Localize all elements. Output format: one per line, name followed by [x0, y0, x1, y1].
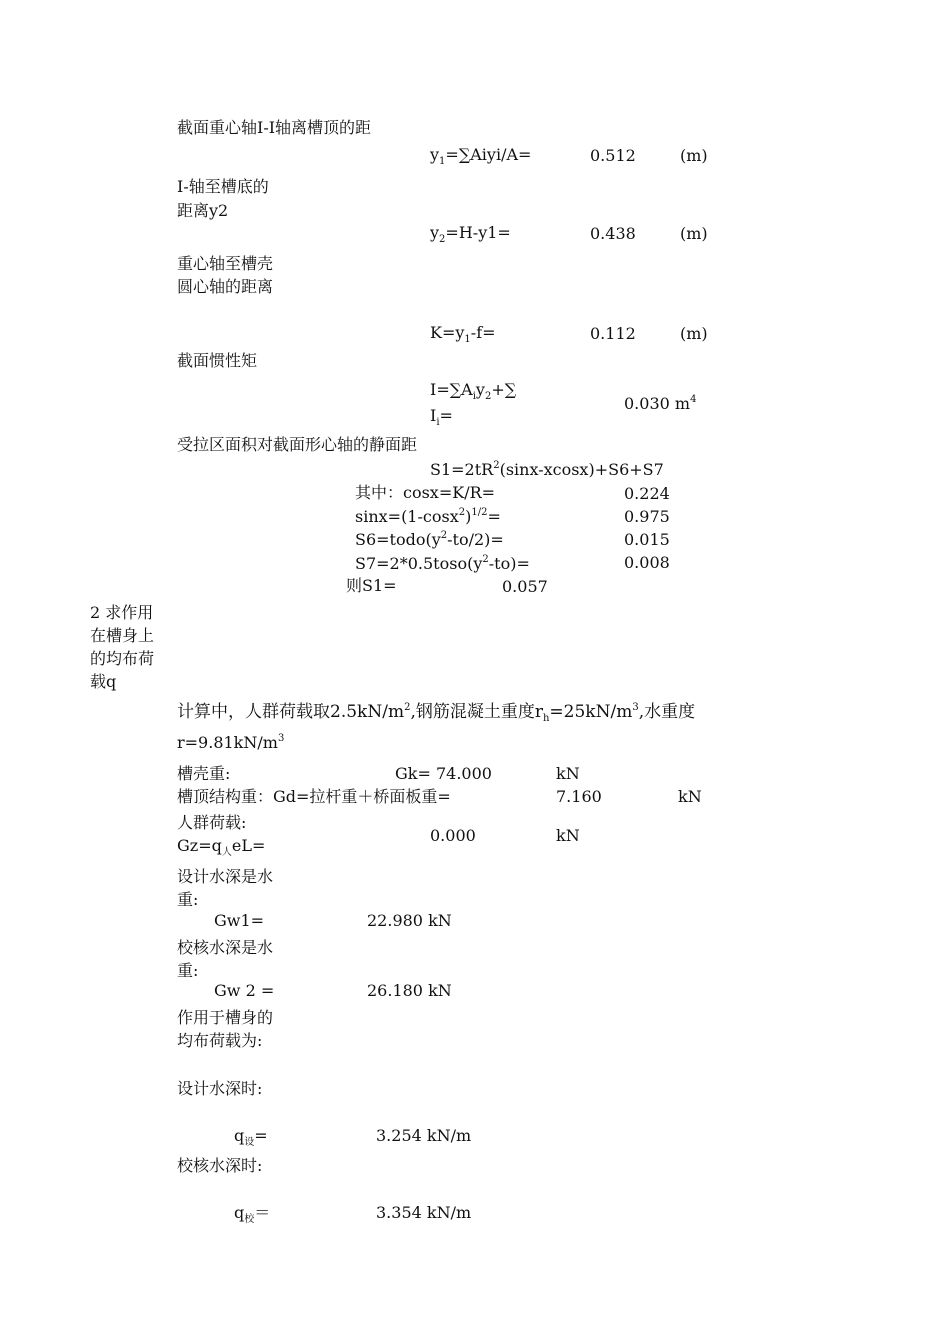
- q-check-unit: kN/m: [426, 1203, 472, 1222]
- s1-result-label: 则S1=: [346, 576, 397, 595]
- s7-formula: $S7=2*0.5toso(y^2-to)=$: [355, 554, 530, 573]
- gw1-value: 22.980 kN: [367, 911, 452, 930]
- k-formula: $K=y_1-f=$: [430, 323, 496, 345]
- q-design-value: 3.254 kN/m: [376, 1126, 472, 1145]
- gw1-label: Gw1=: [214, 911, 265, 930]
- static-moment-label: 受拉区面积对截面形心轴的静面距: [177, 435, 418, 454]
- gw2-unit: kN: [428, 981, 452, 1000]
- s6-value: 0.015: [624, 530, 670, 549]
- gk-label: 槽壳重:: [177, 764, 231, 783]
- gd-unit: kN: [678, 787, 702, 806]
- y2-label: I-轴至槽底的距离y2: [177, 177, 269, 220]
- gd-label: 槽顶结构重：Gd=拉杆重＋桥面板重=: [177, 787, 451, 806]
- load-intro-line2: $r=9.81kN/m^3$: [177, 733, 285, 752]
- inertia-unit: m: [674, 394, 691, 413]
- inertia-formula-line2: $I_i=$: [430, 406, 453, 428]
- k-unit: (m): [680, 324, 708, 343]
- k-value: 0.112: [590, 324, 636, 343]
- q-design-unit: kN/m: [426, 1126, 472, 1145]
- y2-unit: (m): [680, 224, 708, 243]
- gw1-section-label: 设计水深是水重:: [177, 867, 274, 909]
- load-intro-line1: 计算中，人群荷载取$2.5kN/m^2$,钢筋混凝土重度$r_h=25kN/m^3$,水重度: [177, 702, 696, 724]
- y2-formula: $y_2=H-y1=$: [430, 223, 511, 245]
- gw2-section-label: 校核水深是水重:: [177, 938, 274, 980]
- gz-formula: $Gz=q_人eL=$: [177, 836, 266, 858]
- load-section-heading: 2 求作用在槽身上的均布荷载q: [90, 603, 155, 691]
- gz-unit: kN: [556, 826, 580, 845]
- gw1-unit: kN: [428, 911, 452, 930]
- q-design-formula: $q_设=$: [234, 1126, 268, 1148]
- inertia-label: 截面惯性矩: [177, 351, 258, 370]
- cosx-value: 0.224: [624, 484, 670, 503]
- gz-label: 人群荷载:: [177, 813, 247, 832]
- cosx-formula: 其中：cosx=K/R=: [355, 483, 496, 502]
- s1-result-value: 0.057: [502, 577, 548, 596]
- sinx-formula: $\sin x=(1-\cos x^2)^{1/2}=$: [355, 507, 501, 526]
- q-design-label: 设计水深时:: [177, 1079, 263, 1098]
- y1-value: 0.512: [590, 146, 636, 165]
- inertia-formula-line1: $I=\sum A_iy_2+\sum$: [430, 380, 517, 402]
- q-check-value: 3.354 kN/m: [376, 1203, 472, 1222]
- gz-value: 0.000: [430, 826, 476, 845]
- k-label: 重心轴至槽壳圆心轴的距离: [177, 254, 274, 296]
- q-section-label: 作用于槽身的均布荷载为:: [177, 1008, 274, 1050]
- gw2-label: Gw 2 =: [214, 981, 275, 1000]
- sinx-value: 0.975: [624, 507, 670, 526]
- gk-formula: Gk= 74.000: [395, 764, 492, 783]
- q-check-formula: $q_校=$: [234, 1203, 271, 1225]
- gk-unit: kN: [556, 764, 580, 783]
- s7-value: 0.008: [624, 553, 670, 572]
- q-check-label: 校核水深时:: [177, 1156, 263, 1175]
- gd-value: 7.160: [556, 787, 602, 806]
- y1-unit: (m): [680, 146, 708, 165]
- y1-formula: $y_1=\sum Aiyi/A=$: [430, 145, 532, 167]
- y2-value: 0.438: [590, 224, 636, 243]
- inertia-value: 0.030 $m^4$: [624, 394, 697, 413]
- centroid-heading: 截面重心轴I-I轴离槽顶的距: [177, 118, 372, 137]
- s6-formula: $S6=todo(y^2-to/2)=$: [355, 530, 504, 549]
- s1-formula: $S1=2tR^2(\sin x-xcosx)+S6+S7$: [430, 460, 664, 479]
- gw2-value: 26.180 kN: [367, 981, 452, 1000]
